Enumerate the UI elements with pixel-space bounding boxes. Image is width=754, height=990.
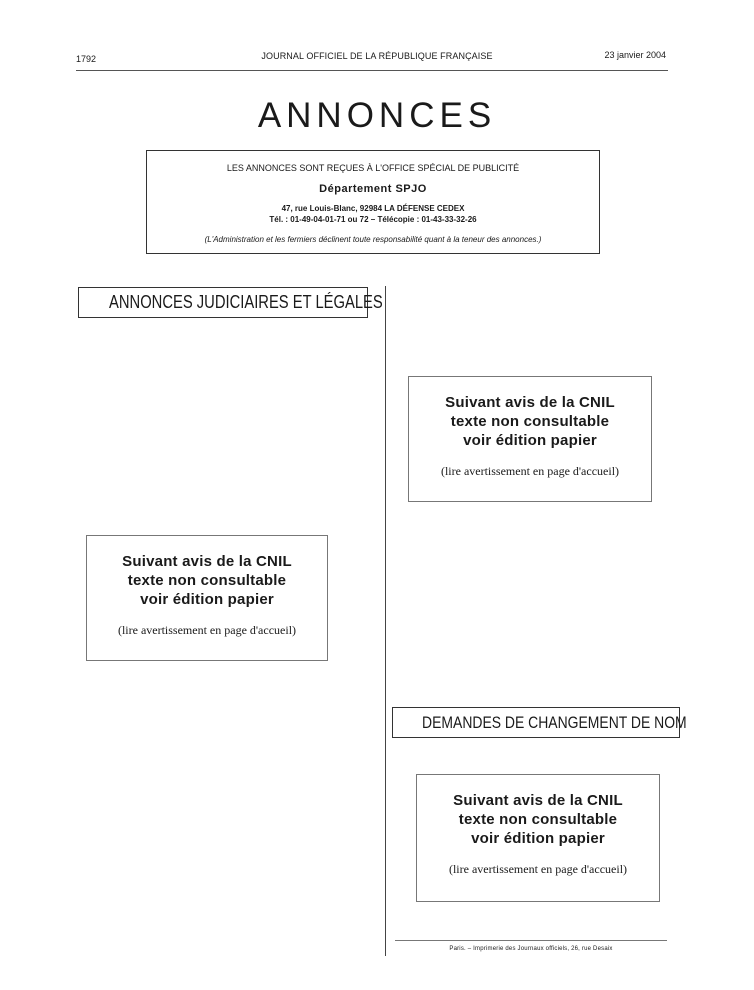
rubric-label: DEMANDES DE CHANGEMENT DE NOM	[422, 713, 687, 732]
page-date: 23 janvier 2004	[604, 50, 666, 60]
notice-phone: Tél. : 01-49-04-01-71 ou 72 – Télécopie : 01-43-33-32-26	[269, 215, 477, 224]
cnil-line-2: texte non consultable	[450, 413, 610, 430]
rubric-label: ANNONCES JUDICIAIRES ET LÉGALES	[109, 292, 383, 312]
footer-rule	[395, 940, 667, 941]
cnil-notice-text	[417, 791, 659, 848]
rubric-heading-judiciaires	[78, 287, 383, 318]
cnil-note: (lire avertissement en page d'accueil)	[448, 862, 628, 876]
cnil-line-2: texte non consultable	[458, 811, 618, 828]
cnil-notice-box	[86, 535, 328, 661]
notice-intro: LES ANNONCES SONT REÇUES À L'OFFICE SPÉCIAL DE PUBLICITÉ	[226, 163, 520, 173]
journal-title: JOURNAL OFFICIEL DE LA RÉPUBLIQUE FRANÇAISE	[261, 51, 493, 61]
cnil-line-1: Suivant avis de la CNIL	[122, 553, 292, 570]
notice-disclaimer: (L'Administration et les fermiers déclinent toute responsabilité quant à la teneur des annonces.)	[204, 235, 542, 244]
cnil-notice-box	[416, 774, 660, 902]
cnil-line-3: voir édition papier	[471, 830, 605, 847]
cnil-line-3: voir édition papier	[140, 591, 274, 608]
cnil-line-3: voir édition papier	[463, 432, 597, 449]
publicity-notice-box	[146, 150, 600, 254]
cnil-note: (lire avertissement en page d'accueil)	[440, 464, 620, 478]
cnil-line-1: Suivant avis de la CNIL	[445, 394, 615, 411]
cnil-note: (lire avertissement en page d'accueil)	[117, 623, 297, 637]
notice-department: Département SPJO	[319, 183, 427, 195]
notice-address: 47, rue Louis-Blanc, 92984 LA DÉFENSE CEDEX	[281, 204, 465, 213]
footer-imprint: Paris. – Imprimerie des Journaux officiels, 26, rue Desaix	[449, 946, 613, 952]
rubric-heading-changement-nom	[392, 707, 687, 738]
cnil-line-1: Suivant avis de la CNIL	[453, 792, 623, 809]
page-number: 1792	[76, 54, 97, 64]
cnil-line-2: texte non consultable	[127, 572, 287, 589]
column-divider	[385, 286, 386, 956]
cnil-notice-text	[87, 552, 327, 609]
header-rule	[76, 70, 668, 71]
section-title: ANNONCES	[257, 96, 497, 135]
cnil-notice-box	[408, 376, 652, 502]
cnil-notice-text	[409, 393, 651, 450]
